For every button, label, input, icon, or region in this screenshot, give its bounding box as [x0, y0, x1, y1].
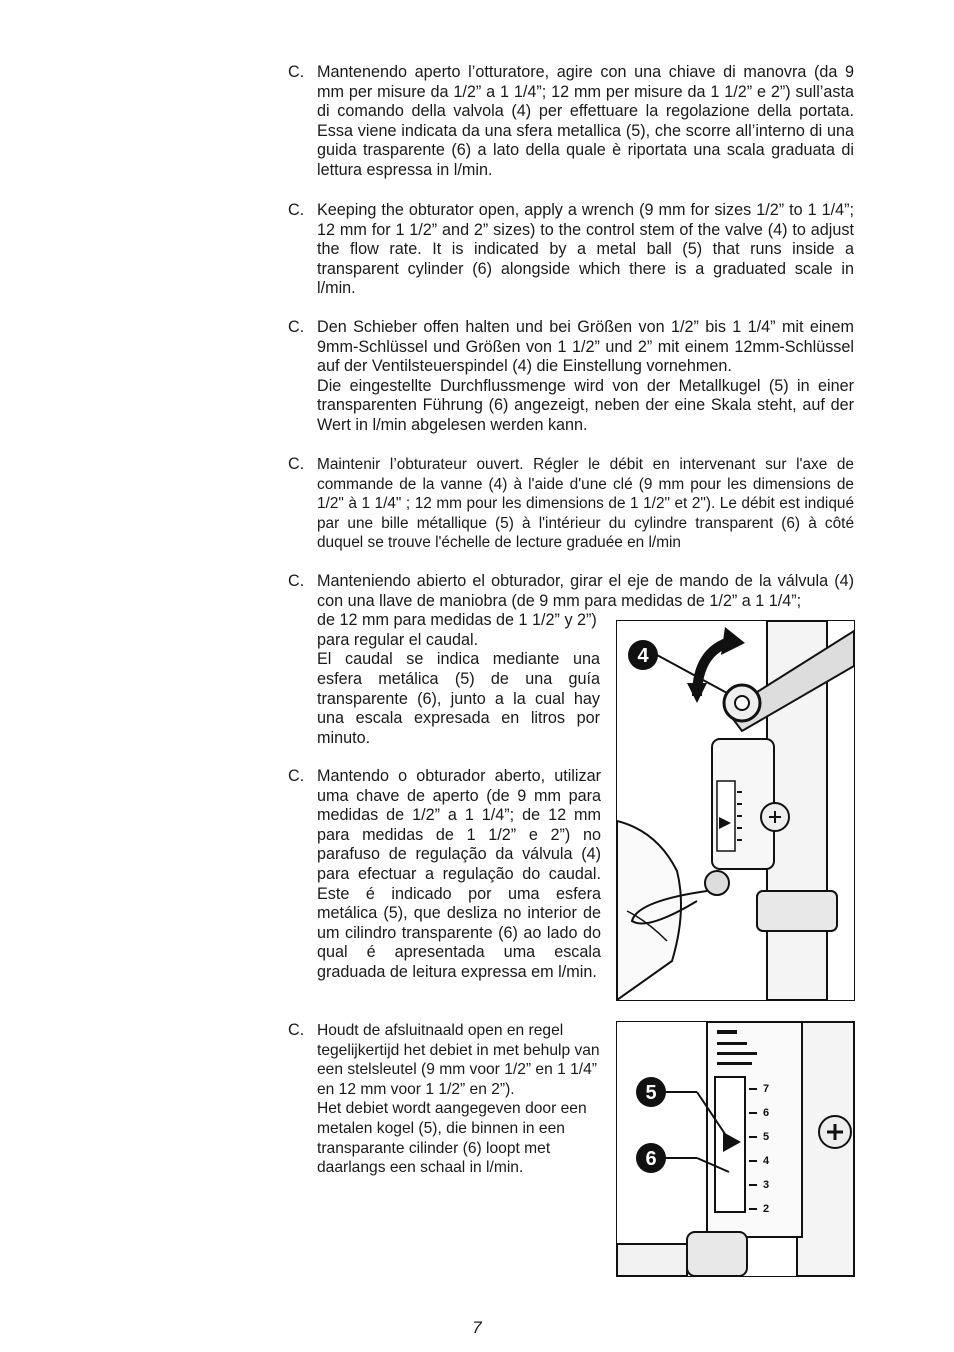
scale-label: 2 — [763, 1203, 770, 1215]
step-letter: C. — [288, 572, 305, 590]
paragraph-text-part1: Manteniendo abierto el obturador, girar el eje de mando de la válvula (4) con una llave de maniobra (de 9 mm para medidas de 1/2” a 1 1/4”; — [317, 572, 854, 610]
page-number: 7 — [472, 1318, 482, 1337]
scale-label: 4 — [763, 1155, 770, 1167]
step-letter: C. — [288, 767, 305, 785]
scale-tick — [749, 1112, 757, 1114]
step-letter: C. — [288, 201, 305, 219]
step-letter: C. — [288, 318, 305, 336]
paragraph-portuguese — [288, 767, 601, 983]
scale-tick — [749, 1088, 757, 1090]
paragraph-french — [288, 455, 854, 553]
paragraph-text: Keeping the obturator open, apply a wrench (9 mm for sizes 1/2” to 1 1/4”; 12 mm for 1 1/2” and 2” sizes) to the control stem of the valve (4) to adjust the flow rate. It is indicated by a metal ball (5) that runs inside a transparent cylinder (6) alongside which there is a graduated scale in l/min. — [317, 201, 854, 298]
paragraph-text: Mantenendo aperto l’otturatore, agire con una chiave di manovra (da 9 mm per misure da 1/2” a 1 1/4”; 12 mm per misure da 1 1/2” e 2”) sull’asta di comando della valvola (4) per effettuare la regolazione della portata. Essa viene indicata da una sfera metallica (5), che scorre all’interno di una guida trasparente (6) a lato della quale è riportata una scala graduata di lettura espressa in l/min. — [317, 63, 854, 179]
paragraph-text-part1: Houdt de afsluitnaald open en regel tegelijkertijd het debiet in met behulp van een stelsleutel (9 mm voor 1/2” en 1 1/4” en 12 mm voor 1 1/2” en 2”). — [317, 1022, 600, 1098]
scale-label: 7 — [763, 1083, 770, 1095]
callout-number: 4 — [637, 645, 649, 667]
step-letter: C. — [288, 455, 305, 473]
paragraph-dutch — [288, 1021, 601, 1178]
flow-indicator-illustration — [617, 1022, 854, 1276]
paragraph-english — [288, 201, 854, 299]
paragraph-italian — [288, 63, 854, 181]
callout-number-ball: 5 — [645, 1082, 657, 1104]
paragraph-text-part2: Die eingestellte Durchflussmenge wird von der Metallkugel (5) in einer transparenten Führung (6) angezeigt, neben der eine Skala steht, auf der Wert in l/min abgelesen werden kann. — [317, 376, 854, 434]
scale-label: 3 — [763, 1179, 770, 1191]
scale-tick — [749, 1208, 757, 1210]
paragraph-text-part3: El caudal se indica mediante una esfera metálica (5) de una guía transparente (6), junto a la cual hay una escala expresada en litros por minuto. — [317, 650, 600, 747]
scale-label: 6 — [763, 1107, 770, 1119]
figure-flow-indicator — [616, 1021, 855, 1277]
scale-tick — [749, 1184, 757, 1186]
scale-tick — [749, 1136, 757, 1138]
scale-label: 5 — [763, 1131, 770, 1143]
step-letter: C. — [288, 63, 305, 81]
valve-illustration — [617, 621, 854, 1000]
paragraph-text-part1: Den Schieber offen halten und bei Größen von 1/2” bis 1 1/4” mit einem 9mm-Schlüssel und Größen von 1 1/2” und 2” mit einem 12mm-Schlüssel auf der Ventilsteuerspindel (4) die Einstellung vornehmen. — [317, 318, 854, 376]
callout-number-cylinder: 6 — [645, 1148, 657, 1170]
paragraph-text — [317, 318, 854, 436]
paragraph-text-part2: Het debiet wordt aangegeven door een metalen kogel (5), die binnen in een transparante cilinder (6) loopt met daarlangs een schaal in l/min. — [317, 1100, 587, 1177]
paragraph-text — [317, 1021, 601, 1178]
scale-tick — [749, 1160, 757, 1162]
figure-wrench-adjustment — [616, 620, 855, 1001]
paragraph-text-part2: de 12 mm para medidas de 1 1/2” y 2”) para regular el caudal. — [317, 611, 597, 649]
paragraph-text: Mantendo o obturador aberto, utilizar uma chave de aperto (de 9 mm para medidas de 1/2” a 1 1/4”; de 12 mm para medidas de 1 1/2” e 2”) no parafuso de regulação da válvula (4) para efectuar a regulação do caudal. Este é indicado por uma esfera metálica (5), que desliza no interior de um cilindro transparente (6) ao lado do qual é apresentada uma escala graduada de leitura expressa em l/min. — [317, 767, 601, 981]
paragraph-text: Maintenir l’obturateur ouvert. Régler le débit en intervenant sur l'axe de commande de la vanne (4) à l'aide d'une clé (9 mm pour les dimensions de 1/2" à 1 1/4" ; 12 mm pour les dimensions de 1 1/2" et 2"). Le débit est indiqué par une bille métallique (5) à l'intérieur du cylindre transparent (6) à côté duquel se trouve l'échelle de lecture graduée en l/min — [317, 456, 854, 552]
paragraph-german — [288, 318, 854, 436]
step-letter: C. — [288, 1021, 305, 1039]
